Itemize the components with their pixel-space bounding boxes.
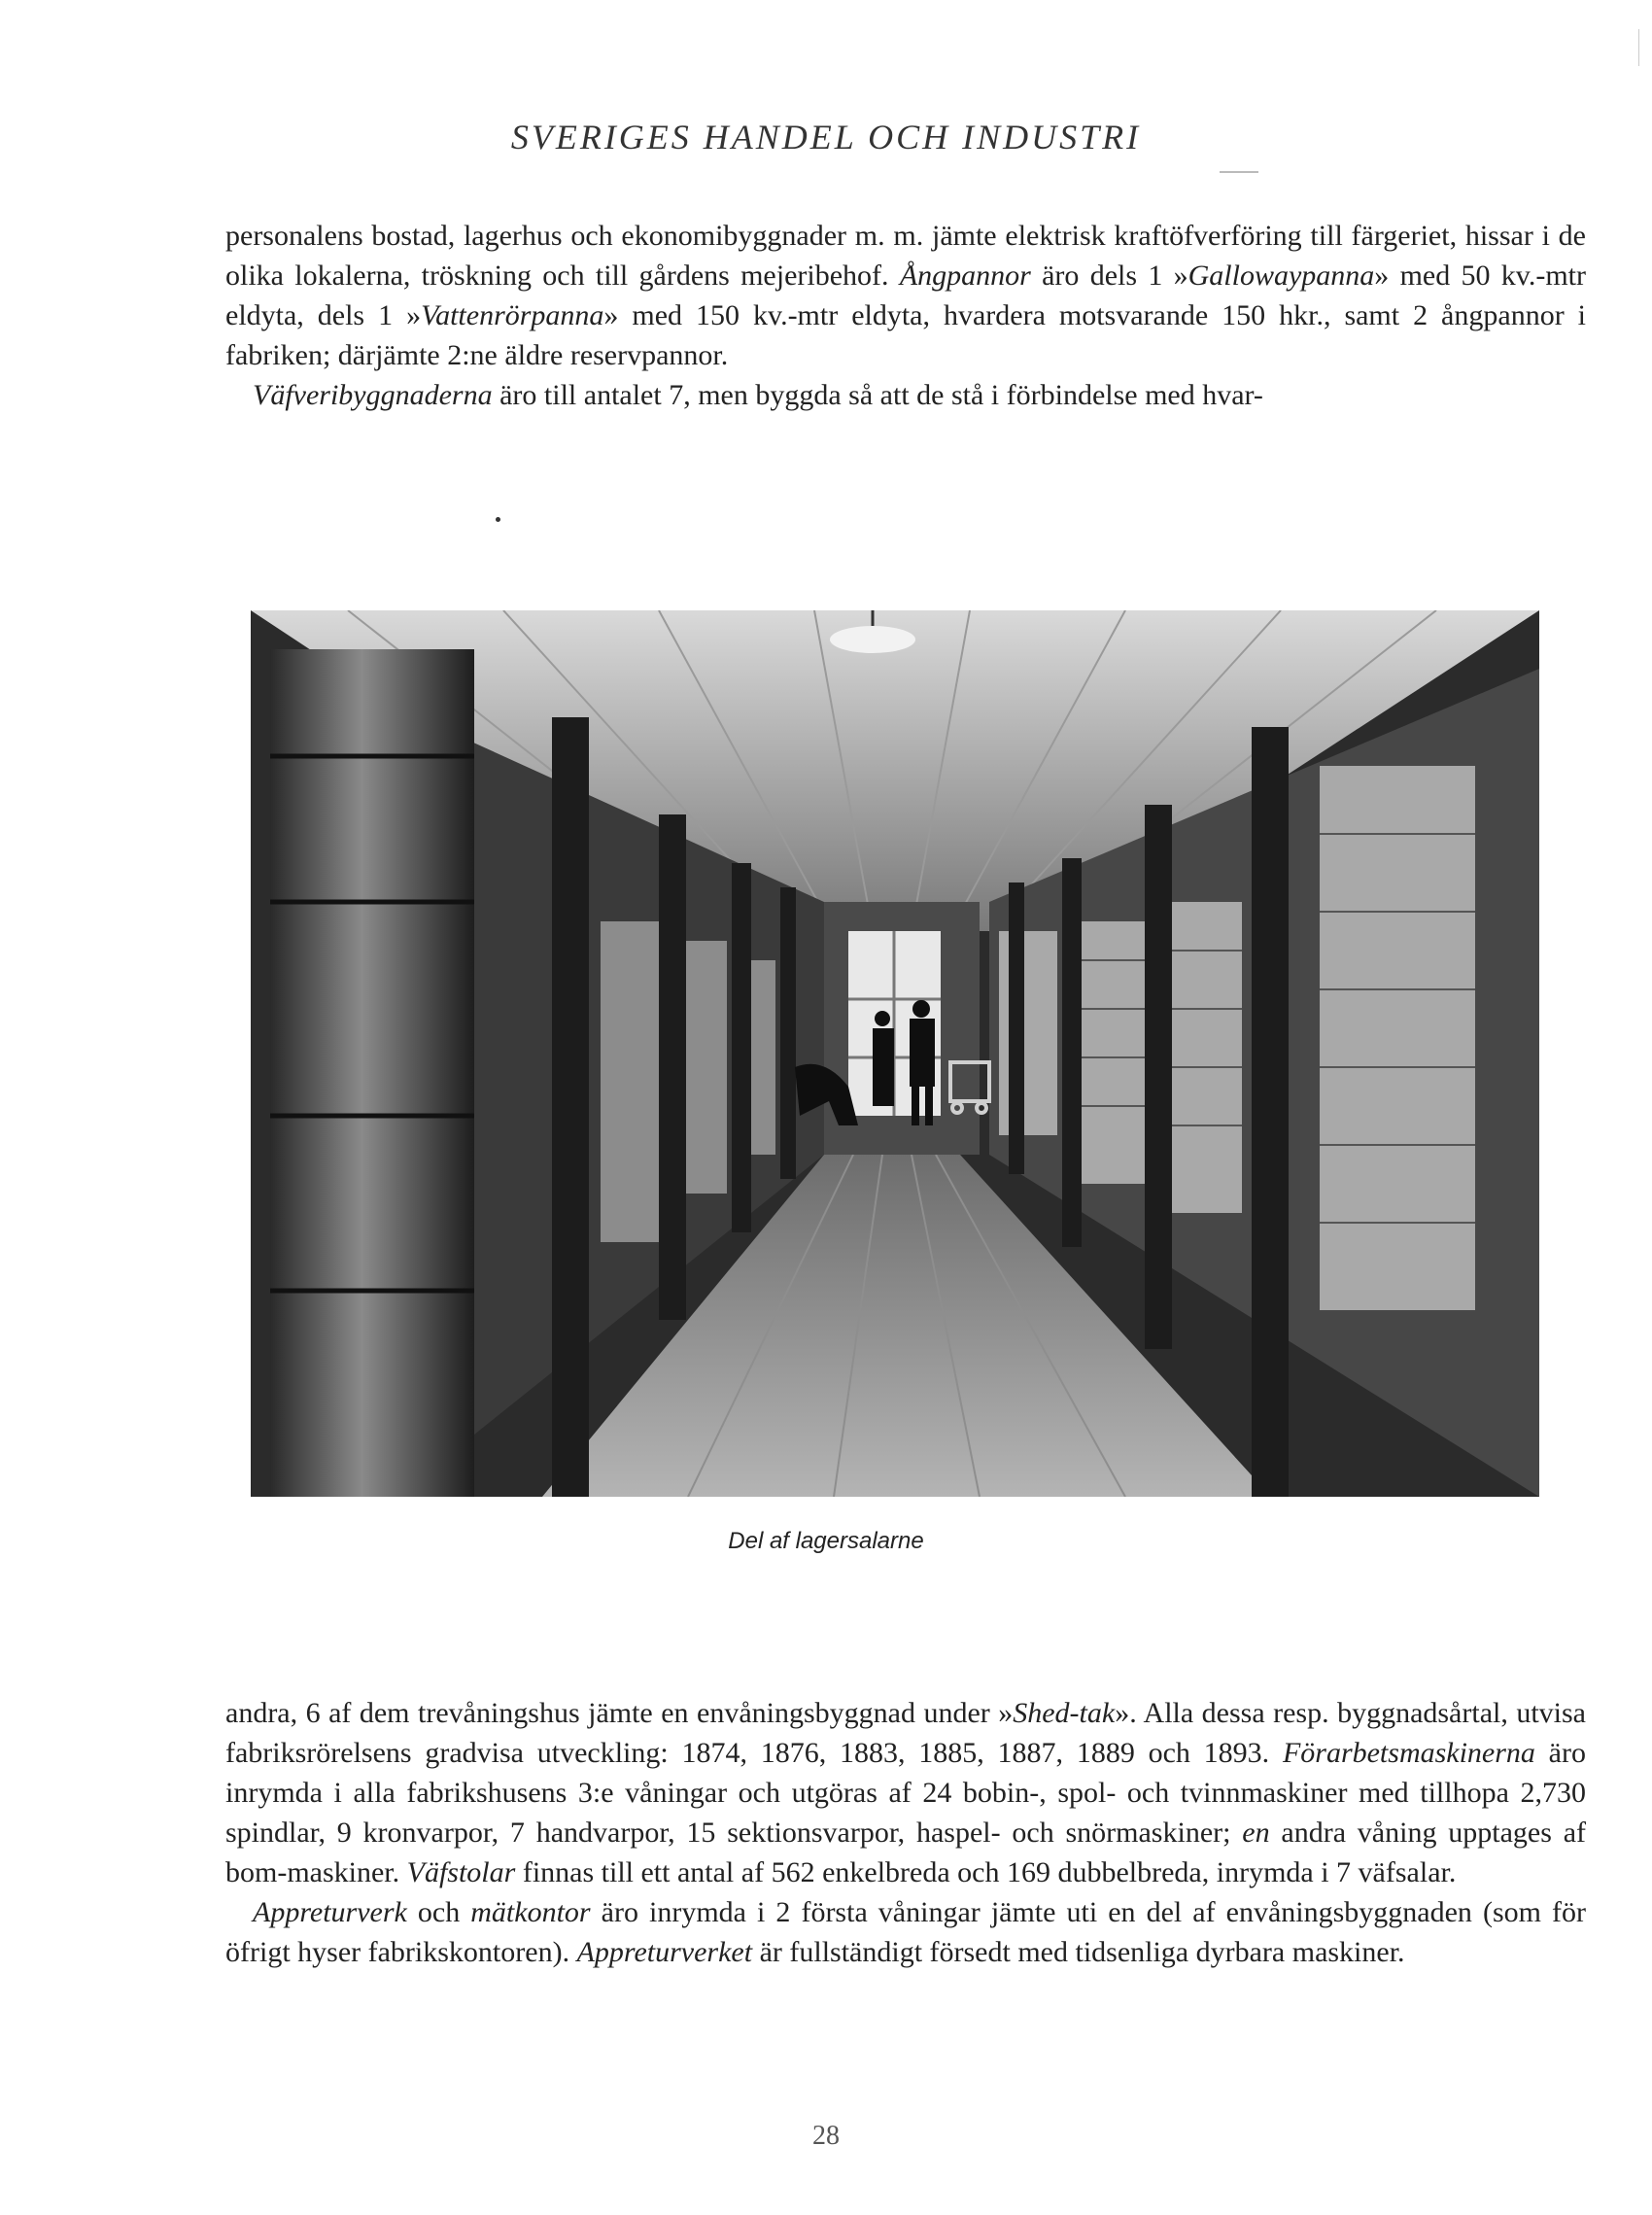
text-run: personalens bostad, lagerhus och ekonomibyggnader m. m. jämte elektrisk kraftöfverföring till färgeriet, hissar i de olika lokalerna, tröskning och till gårdens mejeribehof. [225,220,1586,292]
text-run: » med 150 kv.-mtr eldyta, hvardera motsvarande 150 hkr., samt 2 ångpannor i fabriken; därjämte 2:ne äldre reservpannor. [225,299,1586,371]
warehouse-photo [251,610,1539,1497]
emphasis-text: Shed-tak [1013,1697,1116,1729]
bottom-text-block [225,1693,1586,1972]
emphasis-text: Ångpannor [899,260,1031,292]
text-run: finnas till ett antal af 562 enkelbreda och 169 dubbelbreda, inrymda i 7 väfsalar. [515,1856,1457,1888]
stray-dot [496,517,500,522]
text-run: » med 50 kv.-mtr eldyta, dels 1 » [225,260,1586,331]
emphasis-text: Vattenrörpanna [421,299,604,331]
emphasis-text: Gallowaypanna [1187,260,1375,292]
emphasis-text: en [1242,1817,1270,1849]
text-run: ». Alla dessa resp. byggnadsårtal, utvisa fabriksrörelsens gradvisa utveckling: 1874, 1876, 1883, 1885, 1887, 1889 och 1893. [225,1697,1586,1769]
text-run: andra, 6 af dem trevåningshus jämte en envåningsbyggnad under » [225,1697,1014,1729]
emphasis-text: Appreturverket [576,1936,753,1968]
paragraph [225,1693,1586,1892]
text-run: äro till antalet 7, men byggda så att de stå i förbindelse med hvar- [492,379,1263,411]
paragraph [225,1892,1586,1972]
scan-edge-mark [1638,29,1639,66]
photo-caption: Del af lagersalarne [728,1528,924,1554]
head-rule [1220,171,1258,173]
emphasis-text: Väfveribyggnaderna [253,379,493,411]
emphasis-text: mätkontor [470,1896,591,1928]
text-run: äro inrymda i alla fabrikshusens 3:e våningar och utgöras af 24 bobin-, spol- och tvinnmaskiner med tillhopa 2,730 spindlar, 9 kronvarpor, 7 handvarpor, 15 sektionsvarpor, haspel- och snörmaskiner; [225,1737,1586,1849]
warehouse-photo-illustration [251,610,1539,1497]
paragraph [225,216,1586,375]
emphasis-text: Väfstolar [406,1856,516,1888]
page-number: 28 [812,2121,840,2151]
top-text-block [225,216,1586,415]
text-run: äro inrymda i 2 första våningar jämte uti en del af envåningsbyggnaden (som för öfrigt hyser fabrikskontoren). [225,1896,1586,1968]
text-run: andra våning upptages af bom-maskiner. [225,1817,1586,1888]
text-run: äro dels 1 » [1030,260,1188,292]
emphasis-text: Appreturverk [253,1896,407,1928]
text-run: och [406,1896,471,1928]
paragraph [225,375,1586,415]
emphasis-text: Förarbetsmaskinerna [1282,1737,1535,1769]
running-head: SVERIGES HANDEL OCH INDUSTRI [510,118,1142,156]
text-run: är fullständigt försedt med tidsenliga dyrbara maskiner. [752,1936,1405,1968]
